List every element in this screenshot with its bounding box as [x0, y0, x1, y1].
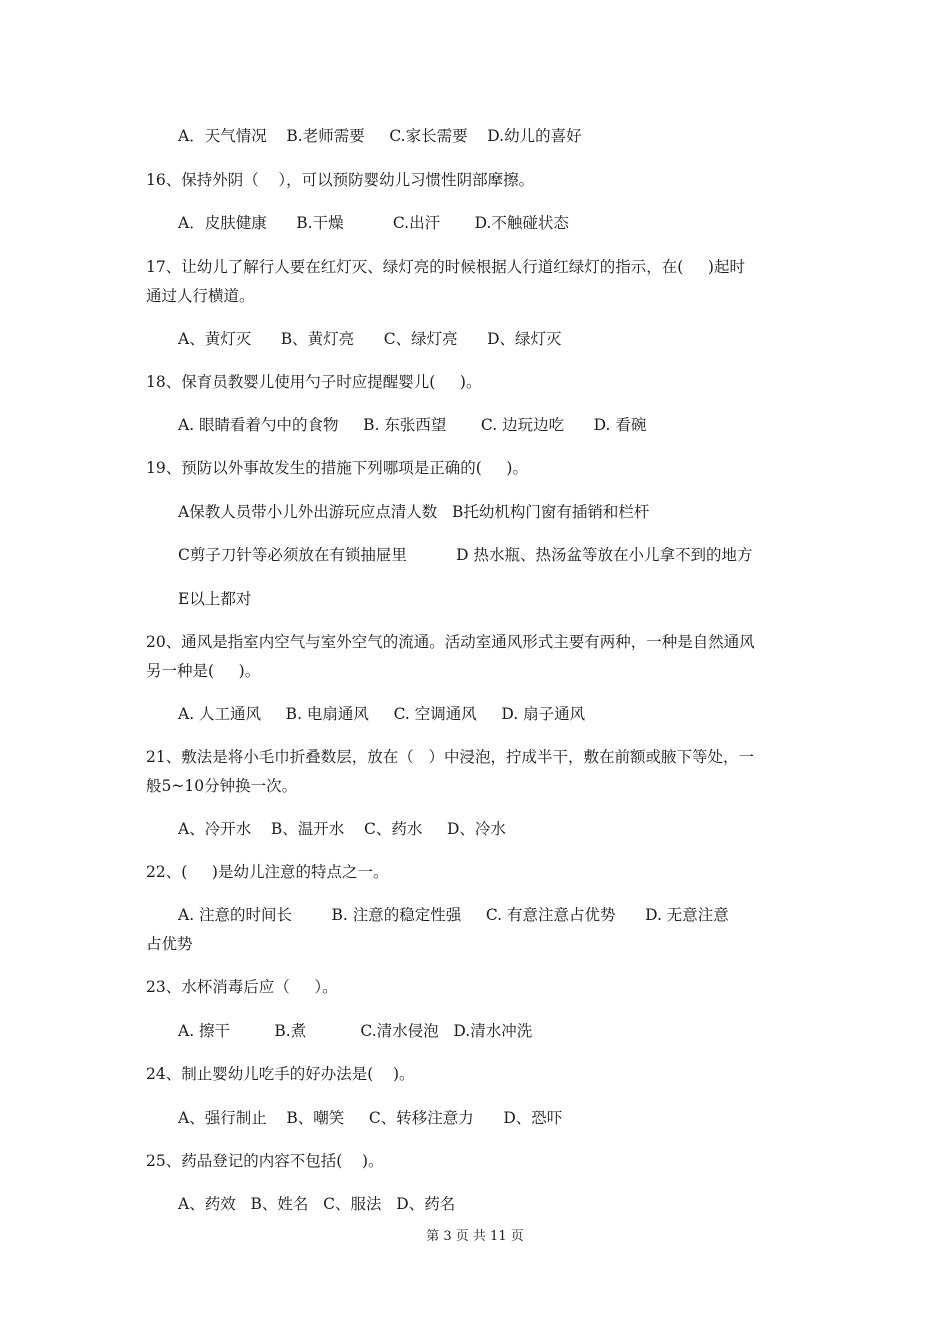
q18-text: 18、保育员教婴儿使用勺子时应提醒婴儿( )。: [146, 373, 482, 391]
q21-options: A、冷开水 B、温开水 C、药水 D、冷水: [178, 820, 506, 838]
q19-options-e: E以上都对: [178, 590, 252, 608]
q19-text: 19、预防以外事故发生的措施下列哪项是正确的( )。: [146, 459, 528, 477]
q20-text-cont: 另一种是( )。: [146, 662, 261, 680]
q21-text: 21、敷法是将小毛巾折叠数层，放在（ ）中浸泡，拧成半干，敷在前额或腋下等处，一: [146, 748, 755, 766]
q20-options: A. 人工通风 B. 电扇通风 C. 空调通风 D. 扇子通风: [178, 705, 586, 723]
q25-options: A、药效 B、姓名 C、服法 D、药名: [178, 1195, 456, 1213]
q23-options: A. 擦干 B.煮 C.清水侵泡 D.清水冲洗: [178, 1022, 533, 1040]
q21-text-cont: 般5~10分钟换一次。: [146, 777, 298, 795]
q25-text: 25、药品登记的内容不包括( )。: [146, 1152, 384, 1170]
q15-options: A．天气情况 B.老师需要 C.家长需要 D.幼儿的喜好: [178, 127, 582, 145]
q22-options-cont: 占优势: [146, 935, 193, 953]
q19-options-ab: A保教人员带小儿外出游玩应点清人数 B托幼机构门窗有插销和栏杆: [178, 503, 650, 521]
q16-options: A．皮肤健康 B.干燥 C.出汗 D.不触碰状态: [178, 214, 569, 232]
q17-options: A、黄灯灭 B、黄灯亮 C、绿灯亮 D、绿灯灭: [178, 330, 562, 348]
q20-text: 20、通风是指室内空气与室外空气的流通。活动室通风形式主要有两种，一种是自然通风: [146, 633, 755, 651]
q24-options: A、强行制止 B、嘲笑 C、转移注意力 D、恐吓: [178, 1109, 563, 1127]
q23-text: 23、水杯消毒后应（ ）。: [146, 978, 338, 996]
q16-text: 16、保持外阴（ ），可以预防婴幼儿习惯性阴部摩擦。: [146, 171, 535, 189]
q18-options: A. 眼睛看着勺中的食物 B. 东张西望 C. 边玩边吃 D. 看碗: [178, 416, 647, 434]
q24-text: 24、制止婴幼儿吃手的好办法是( )。: [146, 1065, 415, 1083]
q17-text-cont: 通过人行横道。: [146, 287, 255, 305]
page-footer: 第 3 页 共 11 页: [426, 1229, 524, 1244]
q22-text: 22、( )是幼儿注意的特点之一。: [146, 863, 389, 881]
q19-options-cd: C剪子刀针等必须放在有锁抽屉里 D 热水瓶、热汤盆等放在小儿拿不到的地方: [178, 546, 753, 564]
q22-options: A. 注意的时间长 B. 注意的稳定性强 C. 有意注意占优势 D. 无意注意: [178, 906, 729, 924]
q17-text: 17、让幼儿了解行人要在红灯灭、绿灯亮的时候根据人行道红绿灯的指示，在( )起时: [146, 258, 745, 276]
